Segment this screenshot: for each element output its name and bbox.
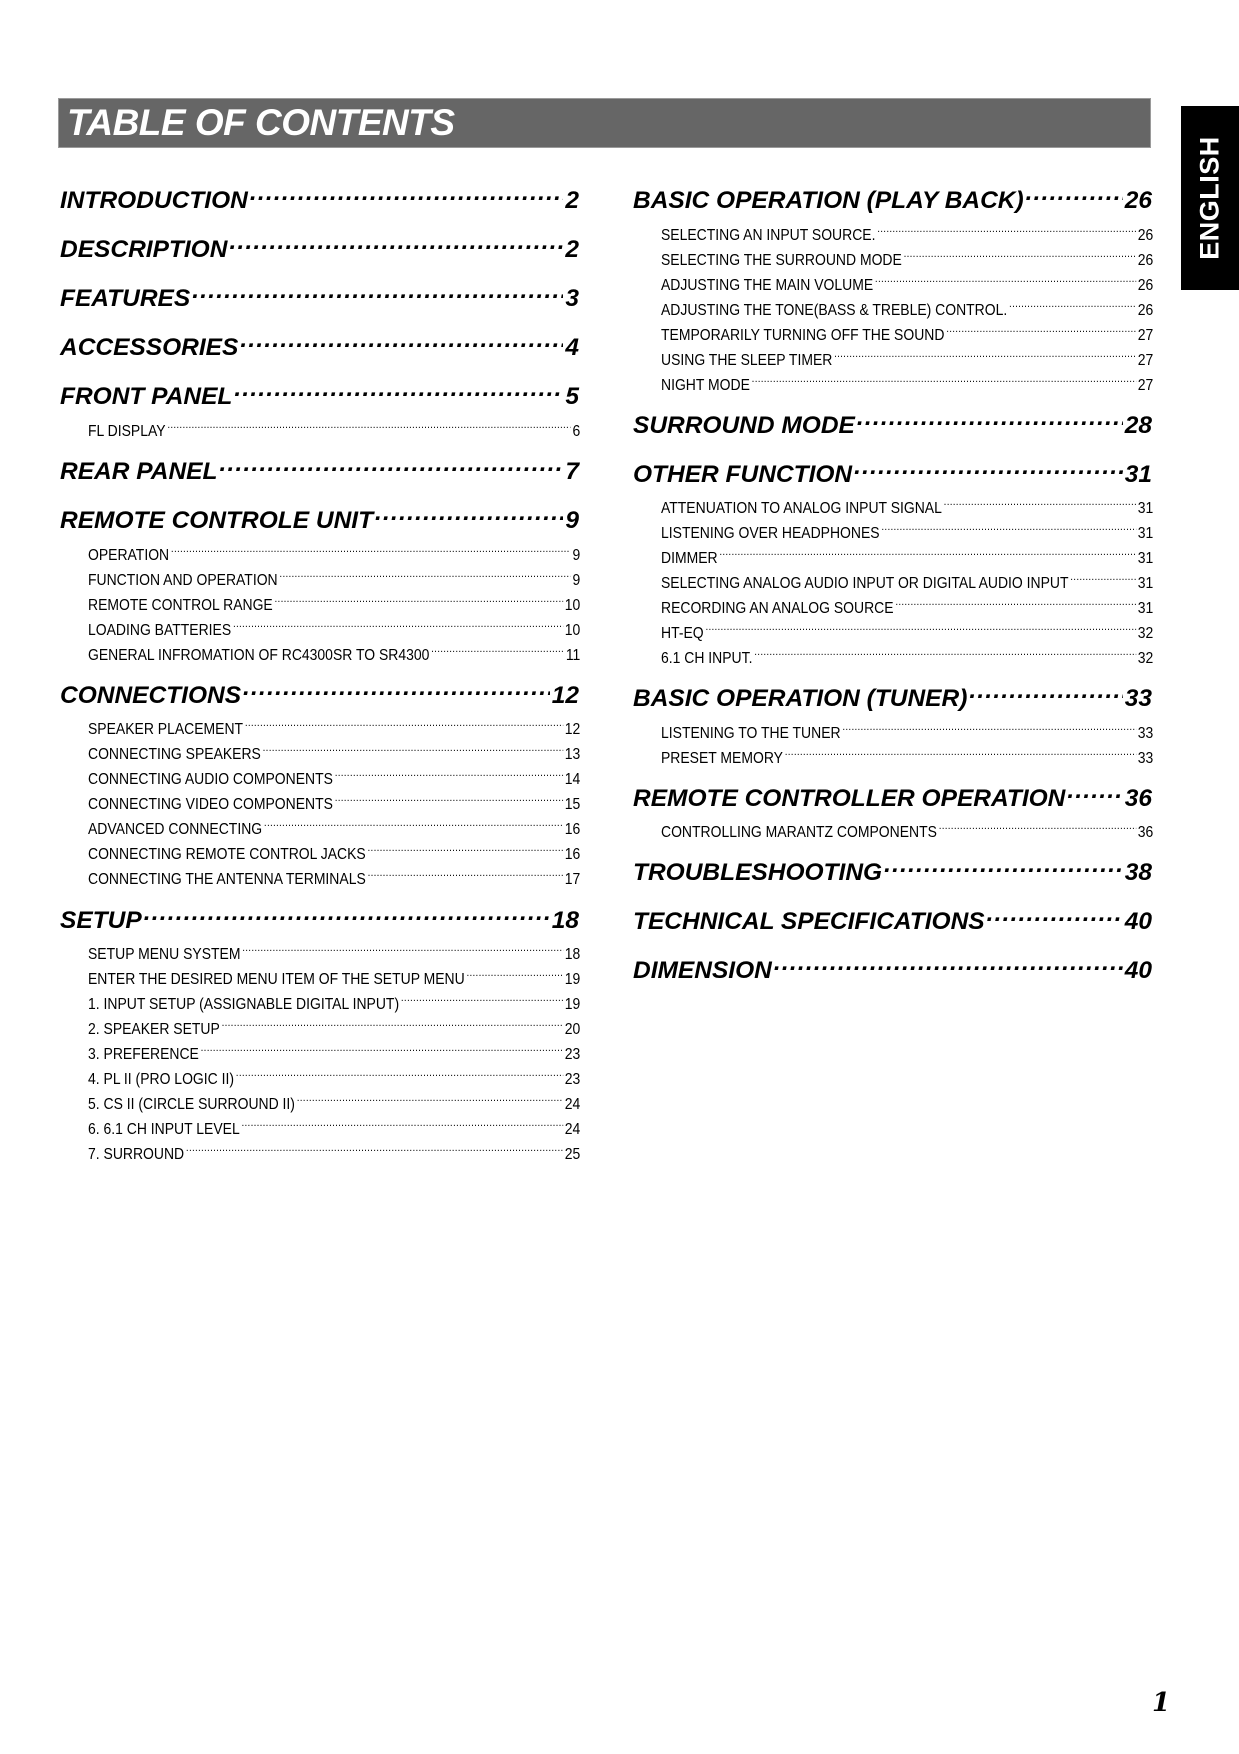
toc-entry-page: 23 bbox=[564, 1046, 581, 1063]
dot-leader bbox=[275, 588, 563, 610]
toc-entry-label: FUNCTION AND OPERATION bbox=[88, 572, 278, 589]
toc-entry-label: USING THE SLEEP TIMER bbox=[661, 352, 833, 369]
dot-leader bbox=[233, 613, 563, 635]
page-title: TABLE OF CONTENTS bbox=[67, 102, 455, 143]
toc-subsection-entry[interactable] bbox=[661, 815, 1154, 841]
toc-entry-page: 26 bbox=[1137, 252, 1154, 269]
toc-entry-page: 16 bbox=[564, 846, 581, 863]
dot-leader bbox=[1009, 293, 1136, 315]
dot-leader bbox=[368, 837, 563, 859]
toc-entry-page: 31 bbox=[1137, 550, 1154, 567]
dot-leader bbox=[752, 368, 1136, 390]
toc-entry-page: 23 bbox=[564, 1071, 581, 1088]
toc-entry-label: INTRODUCTION bbox=[60, 187, 248, 214]
dot-leader bbox=[242, 1112, 563, 1134]
dot-leader bbox=[335, 762, 563, 784]
dot-leader bbox=[719, 541, 1136, 563]
toc-entry-label: 3. PREFERENCE bbox=[88, 1046, 199, 1063]
toc-entry-label: ATTENUATION TO ANALOG INPUT SIGNAL bbox=[661, 500, 942, 517]
toc-subsection-entry[interactable] bbox=[88, 1087, 581, 1113]
toc-subsection-entry[interactable] bbox=[88, 962, 581, 988]
toc-entry-page: 31 bbox=[1137, 525, 1154, 542]
toc-entry-label: 6. 6.1 CH INPUT LEVEL bbox=[88, 1121, 240, 1138]
toc-entry-label: FRONT PANEL bbox=[60, 383, 233, 410]
toc-entry-label: 4. PL II (PRO LOGIC II) bbox=[88, 1071, 234, 1088]
toc-entry-page: 5 bbox=[565, 383, 579, 410]
toc-subsection-entry[interactable] bbox=[88, 937, 581, 963]
toc-entry-page: 2 bbox=[565, 187, 579, 214]
toc-entry-label: RECORDING AN ANALOG SOURCE bbox=[661, 600, 894, 617]
toc-subsection-entry[interactable] bbox=[661, 641, 1154, 667]
toc-subsection-entry[interactable] bbox=[661, 343, 1154, 369]
toc-subsection-entry[interactable] bbox=[88, 737, 581, 763]
toc-subsection-entry[interactable] bbox=[88, 563, 581, 589]
toc-subsection-entry[interactable] bbox=[88, 762, 581, 788]
dot-leader bbox=[1070, 566, 1136, 588]
toc-entry-label: TROUBLESHOOTING bbox=[633, 859, 883, 886]
toc-entry-page: 16 bbox=[564, 821, 581, 838]
toc-subsection-entry[interactable] bbox=[661, 268, 1154, 294]
toc-entry-page: 26 bbox=[1124, 187, 1152, 214]
toc-entry-page: 33 bbox=[1137, 725, 1154, 742]
toc-entry-label: ADJUSTING THE MAIN VOLUME bbox=[661, 277, 874, 294]
dot-leader bbox=[264, 812, 563, 834]
toc-subsection-entry[interactable] bbox=[88, 787, 581, 813]
toc-entry-label: SELECTING THE SURROUND MODE bbox=[661, 252, 902, 269]
toc-section-entry[interactable] bbox=[60, 374, 579, 410]
toc-entry-label: ACCESSORIES bbox=[60, 334, 239, 361]
toc-entry-page: 15 bbox=[564, 796, 581, 813]
toc-section-entry[interactable] bbox=[60, 325, 579, 361]
toc-entry-label: NIGHT MODE bbox=[661, 377, 750, 394]
toc-entry-label: OPERATION bbox=[88, 547, 170, 564]
toc-section-entry[interactable] bbox=[633, 676, 1152, 712]
toc-entry-label: FL DISPLAY bbox=[88, 423, 166, 440]
toc-subsection-entry[interactable] bbox=[88, 1137, 581, 1163]
toc-entry-label: CONNECTING AUDIO COMPONENTS bbox=[88, 771, 333, 788]
toc-entry-page: 7 bbox=[565, 458, 579, 485]
toc-subsection-entry[interactable] bbox=[88, 638, 581, 664]
toc-section-entry[interactable] bbox=[633, 403, 1152, 439]
toc-entry-label: ADJUSTING THE TONE(BASS & TREBLE) CONTROL. bbox=[661, 302, 1008, 319]
dot-leader bbox=[705, 616, 1136, 638]
dot-leader bbox=[884, 850, 1123, 880]
toc-entry-page: 14 bbox=[564, 771, 581, 788]
dot-leader bbox=[401, 987, 563, 1009]
toc-entry-page: 27 bbox=[1137, 352, 1154, 369]
toc-entry-page: 31 bbox=[1137, 600, 1154, 617]
dot-leader bbox=[229, 227, 563, 257]
toc-entry-page: 18 bbox=[564, 946, 581, 963]
dot-leader bbox=[201, 1037, 563, 1059]
toc-entry-page: 19 bbox=[564, 971, 581, 988]
toc-subsection-entry[interactable] bbox=[661, 741, 1154, 767]
toc-section-entry[interactable] bbox=[60, 673, 579, 709]
toc-entry-page: 27 bbox=[1137, 327, 1154, 344]
toc-entry-page: 40 bbox=[1124, 957, 1152, 984]
toc-entry-page: 36 bbox=[1124, 785, 1152, 812]
dot-leader bbox=[854, 452, 1123, 482]
toc-entry-page: 31 bbox=[1124, 461, 1152, 488]
toc-entry-label: CONNECTING VIDEO COMPONENTS bbox=[88, 796, 333, 813]
dot-leader bbox=[368, 862, 563, 884]
toc-entry-label: 2. SPEAKER SETUP bbox=[88, 1021, 220, 1038]
dot-leader bbox=[904, 243, 1136, 265]
toc-entry-label: 7. SURROUND bbox=[88, 1146, 185, 1163]
dot-leader bbox=[431, 638, 564, 660]
dot-leader bbox=[875, 268, 1136, 290]
toc-entry-page: 40 bbox=[1124, 908, 1152, 935]
page-number: 1 bbox=[1152, 1688, 1171, 1718]
toc-entry-page: 20 bbox=[564, 1021, 581, 1038]
dot-leader bbox=[279, 563, 570, 585]
toc-section-entry[interactable] bbox=[633, 776, 1152, 812]
toc-subsection-entry[interactable] bbox=[88, 712, 581, 738]
toc-section-entry[interactable] bbox=[60, 498, 579, 534]
dot-leader bbox=[946, 318, 1136, 340]
toc-entry-page: 33 bbox=[1137, 750, 1154, 767]
toc-entry-page: 27 bbox=[1137, 377, 1154, 394]
toc-entry-page: 33 bbox=[1124, 685, 1152, 712]
dot-leader bbox=[240, 325, 563, 355]
toc-entry-page: 9 bbox=[565, 507, 579, 534]
toc-subsection-entry[interactable] bbox=[88, 862, 581, 888]
toc-subsection-entry[interactable] bbox=[661, 293, 1154, 319]
toc-entry-page: 24 bbox=[564, 1121, 581, 1138]
toc-subsection-entry[interactable] bbox=[88, 1112, 581, 1138]
toc-entry-page: 11 bbox=[565, 647, 581, 664]
dot-leader bbox=[242, 937, 563, 959]
dot-leader bbox=[263, 737, 563, 759]
dot-leader bbox=[939, 815, 1136, 837]
dot-leader bbox=[171, 538, 571, 560]
toc-entry-label: CONNECTIONS bbox=[60, 682, 242, 709]
toc-entry-label: BASIC OPERATION (PLAY BACK) bbox=[633, 187, 1024, 214]
toc-subsection-entry[interactable] bbox=[88, 538, 581, 564]
toc-entry-label: PRESET MEMORY bbox=[661, 750, 783, 767]
toc-subsection-entry[interactable] bbox=[88, 588, 581, 614]
toc-entry-page: 31 bbox=[1137, 575, 1154, 592]
dot-leader bbox=[192, 276, 563, 306]
dot-leader bbox=[375, 498, 563, 528]
dot-leader bbox=[144, 898, 550, 928]
dot-leader bbox=[335, 787, 563, 809]
toc-entry-label: CONNECTING THE ANTENNA TERMINALS bbox=[88, 871, 366, 888]
toc-entry-page: 13 bbox=[564, 746, 581, 763]
toc-subsection-entry[interactable] bbox=[661, 566, 1154, 592]
toc-subsection-entry[interactable] bbox=[88, 1037, 581, 1063]
dot-leader bbox=[834, 343, 1136, 365]
toc-entry-page: 4 bbox=[565, 334, 579, 361]
toc-entry-page: 9 bbox=[572, 572, 581, 589]
toc-entry-page: 17 bbox=[564, 871, 581, 888]
toc-entry-page: 9 bbox=[572, 547, 581, 564]
dot-leader bbox=[1026, 178, 1123, 208]
toc-entry-label: DIMENSION bbox=[633, 957, 772, 984]
dot-leader bbox=[1067, 776, 1122, 806]
toc-entry-label: GENERAL INFROMATION OF RC4300SR TO SR4300 bbox=[88, 647, 430, 664]
toc-entry-page: 3 bbox=[565, 285, 579, 312]
toc-subsection-entry[interactable] bbox=[661, 541, 1154, 567]
toc-subsection-entry[interactable] bbox=[661, 368, 1154, 394]
toc-subsection-entry[interactable] bbox=[661, 318, 1154, 344]
toc-entry-label: 5. CS II (CIRCLE SURROUND II) bbox=[88, 1096, 295, 1113]
toc-section-entry[interactable] bbox=[633, 899, 1152, 935]
toc-subsection-entry[interactable] bbox=[661, 716, 1154, 742]
language-label: ENGLISH bbox=[1194, 136, 1225, 260]
toc-section-entry[interactable] bbox=[633, 850, 1152, 886]
dot-leader bbox=[754, 641, 1136, 663]
toc-entry-label: LISTENING TO THE TUNER bbox=[661, 725, 841, 742]
toc-subsection-entry[interactable] bbox=[88, 613, 581, 639]
toc-entry-page: 25 bbox=[564, 1146, 581, 1163]
toc-subsection-entry[interactable] bbox=[661, 591, 1154, 617]
dot-leader bbox=[987, 899, 1123, 929]
toc-entry-label: FEATURES bbox=[60, 285, 191, 312]
toc-subsection-entry[interactable] bbox=[88, 1012, 581, 1038]
toc-entry-page: 10 bbox=[564, 622, 581, 639]
dot-leader bbox=[944, 491, 1136, 513]
dot-leader bbox=[222, 1012, 563, 1034]
toc-entry-page: 12 bbox=[551, 682, 579, 709]
toc-entry-label: REMOTE CONTROLE UNIT bbox=[60, 507, 374, 534]
toc-entry-page: 19 bbox=[564, 996, 581, 1013]
toc-subsection-entry[interactable] bbox=[88, 837, 581, 863]
toc-section-entry[interactable] bbox=[60, 227, 579, 263]
toc-entry-label: 6.1 CH INPUT. bbox=[661, 650, 753, 667]
toc-entry-label: BASIC OPERATION (TUNER) bbox=[633, 685, 968, 712]
dot-leader bbox=[969, 676, 1122, 706]
toc-entry-label: SURROUND MODE bbox=[633, 412, 855, 439]
toc-entry-label: DESCRIPTION bbox=[60, 236, 228, 263]
toc-entry-label: OTHER FUNCTION bbox=[633, 461, 853, 488]
dot-leader bbox=[466, 962, 562, 984]
toc-entry-page: 36 bbox=[1137, 824, 1154, 841]
toc-entry-label: REMOTE CONTROL RANGE bbox=[88, 597, 273, 614]
title-bar bbox=[58, 98, 1151, 148]
dot-leader bbox=[186, 1137, 563, 1159]
dot-leader bbox=[881, 516, 1136, 538]
toc-entry-page: 26 bbox=[1137, 302, 1154, 319]
toc-entry-label: DIMMER bbox=[661, 550, 718, 567]
toc-entry-page: 31 bbox=[1137, 500, 1154, 517]
toc-entry-page: 10 bbox=[564, 597, 581, 614]
toc-entry-label: ENTER THE DESIRED MENU ITEM OF THE SETUP MENU bbox=[88, 971, 465, 988]
dot-leader bbox=[234, 374, 563, 404]
toc-section-entry[interactable] bbox=[60, 449, 579, 485]
toc-entry-page: 2 bbox=[565, 236, 579, 263]
toc-section-entry[interactable] bbox=[60, 178, 579, 214]
dot-leader bbox=[774, 948, 1123, 978]
toc-entry-label: SETUP MENU SYSTEM bbox=[88, 946, 241, 963]
dot-leader bbox=[219, 449, 563, 479]
toc-subsection-entry[interactable] bbox=[88, 812, 581, 838]
language-tab bbox=[1181, 106, 1239, 290]
toc-section-entry[interactable] bbox=[633, 948, 1152, 984]
toc-section-entry[interactable] bbox=[60, 276, 579, 312]
toc-entry-label: CONNECTING REMOTE CONTROL JACKS bbox=[88, 846, 366, 863]
toc-entry-page: 32 bbox=[1137, 650, 1154, 667]
toc-entry-label: CONTROLLING MARANTZ COMPONENTS bbox=[661, 824, 937, 841]
dot-leader bbox=[297, 1087, 563, 1109]
toc-entry-page: 26 bbox=[1137, 277, 1154, 294]
toc-entry-label: REAR PANEL bbox=[60, 458, 218, 485]
toc-entry-label: ADVANCED CONNECTING bbox=[88, 821, 263, 838]
toc-entry-page: 28 bbox=[1124, 412, 1152, 439]
toc-entry-label: CONNECTING SPEAKERS bbox=[88, 746, 261, 763]
toc-entry-label: REMOTE CONTROLLER OPERATION bbox=[633, 785, 1066, 812]
toc-subsection-entry[interactable] bbox=[88, 414, 581, 440]
dot-leader bbox=[236, 1062, 563, 1084]
dot-leader bbox=[167, 414, 570, 436]
toc-subsection-entry[interactable] bbox=[661, 243, 1154, 269]
toc-section-entry[interactable] bbox=[633, 178, 1152, 214]
toc-entry-page: 18 bbox=[551, 907, 579, 934]
toc-entry-label: SELECTING AN INPUT SOURCE. bbox=[661, 227, 876, 244]
toc-entry-label: 1. INPUT SETUP (ASSIGNABLE DIGITAL INPUT) bbox=[88, 996, 400, 1013]
toc-entry-page: 12 bbox=[564, 721, 581, 738]
toc-entry-label: SPEAKER PLACEMENT bbox=[88, 721, 244, 738]
toc-entry-label: SETUP bbox=[60, 907, 142, 934]
toc-entry-label: LISTENING OVER HEADPHONES bbox=[661, 525, 880, 542]
dot-leader bbox=[857, 403, 1123, 433]
dot-leader bbox=[245, 712, 563, 734]
toc-entry-page: 26 bbox=[1137, 227, 1154, 244]
toc-entry-label: SELECTING ANALOG AUDIO INPUT OR DIGITAL AUDIO INPUT bbox=[661, 575, 1069, 592]
dot-leader bbox=[842, 716, 1136, 738]
dot-leader bbox=[895, 591, 1136, 613]
dot-leader bbox=[877, 218, 1136, 240]
toc-entry-label: HT-EQ bbox=[661, 625, 704, 642]
toc-subsection-entry[interactable] bbox=[661, 491, 1154, 517]
toc-subsection-entry[interactable] bbox=[661, 218, 1154, 244]
toc-subsection-entry[interactable] bbox=[88, 1062, 581, 1088]
toc-entry-page: 24 bbox=[564, 1096, 581, 1113]
toc-subsection-entry[interactable] bbox=[661, 516, 1154, 542]
toc-subsection-entry[interactable] bbox=[88, 987, 581, 1013]
dot-leader bbox=[250, 178, 564, 208]
dot-leader bbox=[785, 741, 1136, 763]
toc-entry-page: 32 bbox=[1137, 625, 1154, 642]
toc-entry-page: 38 bbox=[1124, 859, 1152, 886]
toc-entry-label: LOADING BATTERIES bbox=[88, 622, 232, 639]
dot-leader bbox=[243, 673, 550, 703]
toc-entry-label: TEMPORARILY TURNING OFF THE SOUND bbox=[661, 327, 945, 344]
toc-entry-label: TECHNICAL SPECIFICATIONS bbox=[633, 908, 985, 935]
toc-section-entry[interactable] bbox=[633, 452, 1152, 488]
toc-section-entry[interactable] bbox=[60, 898, 579, 934]
toc-entry-page: 6 bbox=[572, 423, 581, 440]
toc-subsection-entry[interactable] bbox=[661, 616, 1154, 642]
